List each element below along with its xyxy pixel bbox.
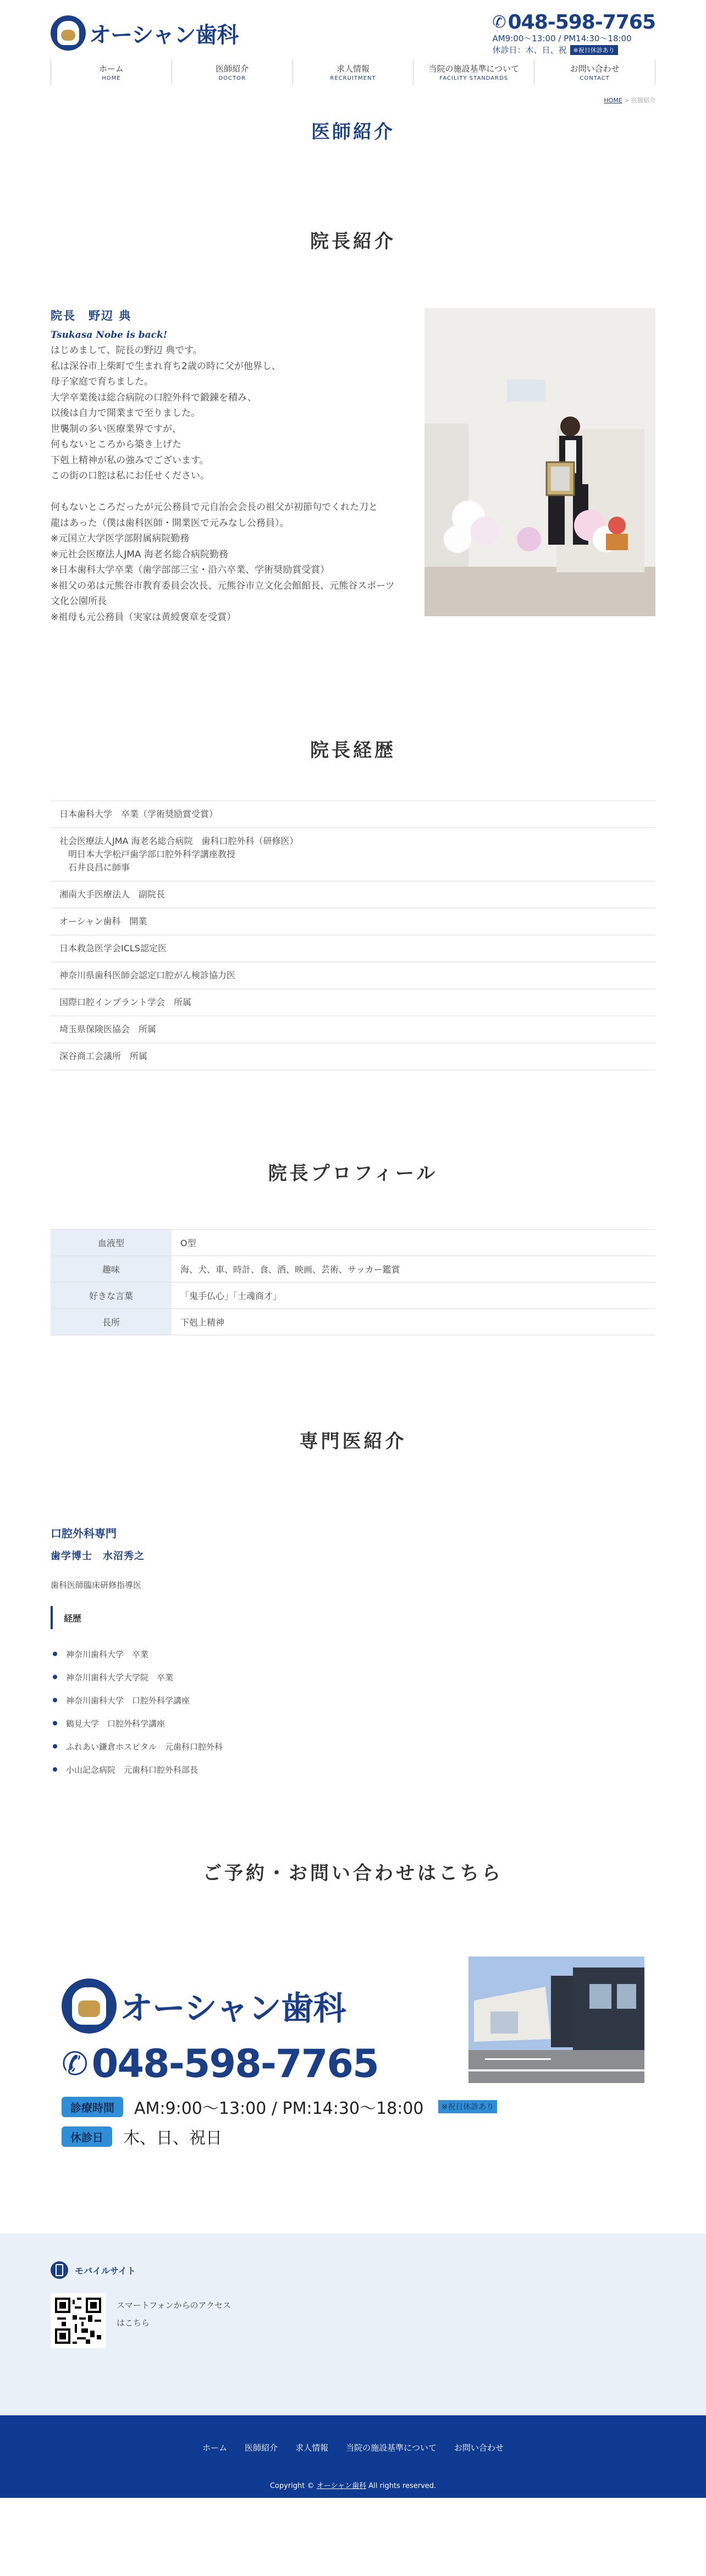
- profile-table: [51, 1229, 655, 1335]
- footer-link-home[interactable]: ホーム: [202, 2443, 228, 2453]
- specialist-role: 歯科医師臨床研修指導医: [51, 1580, 142, 1590]
- profile-label: 趣味: [51, 1256, 172, 1282]
- history-row: オーシャン歯科 開業: [51, 908, 655, 935]
- nav-label: 医師紹介: [216, 64, 249, 74]
- intro-line: 世襲制の多い医療業界ですが、: [51, 423, 181, 435]
- nav-label: 当院の施設基準について: [428, 64, 520, 74]
- logo-text: オーシャン歯科: [89, 22, 239, 48]
- header-closed-text: 休診日：木、日、祝: [492, 45, 567, 55]
- profile-label: 長所: [51, 1309, 172, 1335]
- profile-label: 血液型: [51, 1230, 172, 1256]
- clinic-building-illustration: [468, 1956, 644, 2083]
- intro-line: ※祖母も元公務員（実家は黄綬褒章を受賞）: [51, 611, 236, 623]
- specialist-name: 歯学博士 水沼秀之: [51, 1550, 145, 1562]
- history-row: 神奈川県歯科医師会認定口腔がん検診協力医: [51, 962, 655, 989]
- history-row: 湘南大手医療法人 副院長: [51, 881, 655, 908]
- specialist-section-title: 専門医紹介: [299, 1430, 407, 1453]
- nav-label: お問い合わせ: [570, 64, 620, 74]
- history-table: [51, 801, 655, 1070]
- director-intro-text: [51, 308, 397, 625]
- history-row: 日本歯科大学 卒業（学術奨励賞受賞）: [51, 801, 655, 828]
- career-list: [51, 1642, 655, 1781]
- copyright-prefix: Copyright ©: [269, 2482, 315, 2490]
- smartphone-icon: [51, 2261, 68, 2279]
- header-hours: AM9:00～13:00 / PM14:30～18:00: [492, 34, 632, 43]
- footer-link-facility[interactable]: 当院の施設基準について: [346, 2443, 437, 2453]
- closed-value: 木、日、祝日: [123, 2129, 222, 2148]
- phone-icon: ✆: [62, 2045, 87, 2082]
- breadcrumb-current: 医師紹介: [631, 97, 655, 104]
- nav-sublabel: FACILITY STANDARDS: [439, 75, 509, 81]
- closed-row: [62, 2122, 644, 2151]
- contact-phone[interactable]: [62, 2041, 380, 2086]
- copyright-suffix: All rights reserved.: [368, 2482, 437, 2490]
- profile-value: 下剋上精神: [172, 1309, 655, 1335]
- site-logo[interactable]: [51, 15, 238, 51]
- list-item: ふれあい鎌倉ホスピタル 元歯科口腔外科: [51, 1735, 655, 1758]
- profile-row: [51, 1282, 655, 1309]
- profile-row: [51, 1230, 655, 1256]
- nav-label: 求人情報: [336, 64, 369, 74]
- list-item: 神奈川歯科大学 口腔外科学講座: [51, 1689, 655, 1712]
- career-label: 経歴: [51, 1606, 655, 1629]
- copyright-link[interactable]: オーシャン歯科: [316, 2482, 367, 2490]
- history-row: 社会医療法人JMA 海老名総合病院 歯科口腔外科（研修医） 明日本大学松戸歯学部口腔外科学講座教授 石井良昌に師事: [51, 828, 655, 881]
- mobile-site-label: モバイルサイト: [75, 2265, 136, 2276]
- holiday-badge: ※祝日休診あり: [570, 45, 618, 55]
- footer-link-recruitment[interactable]: 求人情報: [295, 2443, 329, 2453]
- intro-spacer: [51, 484, 397, 500]
- breadcrumb-separator: >: [622, 97, 631, 104]
- intro-line: この街の口腔は私にお任せください。: [51, 470, 209, 481]
- intro-line: 下剋上精神が私の強みでございます。: [51, 454, 209, 466]
- phone-icon: ✆: [492, 13, 506, 32]
- nav-sublabel: HOME: [102, 75, 121, 81]
- list-item: 神奈川歯科大学大学院 卒業: [51, 1665, 655, 1689]
- nav-sublabel: DOCTOR: [218, 75, 246, 81]
- breadcrumb-home-link[interactable]: HOME: [604, 97, 622, 104]
- nav-item-recruitment[interactable]: [293, 59, 413, 85]
- list-item: 鶴見大学 口腔外科学講座: [51, 1712, 655, 1735]
- nav-sublabel: CONTACT: [580, 75, 610, 81]
- global-nav: [51, 59, 655, 85]
- profile-row: [51, 1309, 655, 1335]
- nav-label: ホーム: [98, 64, 124, 74]
- list-item: 神奈川歯科大学 卒業: [51, 1642, 655, 1665]
- nav-sublabel: RECRUITMENT: [330, 75, 376, 81]
- intro-line: 何もないところだったが元公務員で元自治会会長の祖父が初節句でくれた刀と: [51, 502, 378, 513]
- profile-value: 「鬼手仏心」「士魂商才」: [172, 1282, 655, 1309]
- director-section-title: 院長紹介: [310, 231, 396, 253]
- contact-section-title: ご予約・お問い合わせはこちら: [203, 1862, 503, 1884]
- contact-block: [0, 1956, 706, 2086]
- qr-code-icon: [55, 2298, 101, 2344]
- header-closed: [492, 44, 655, 56]
- hours-label: 診療時間: [62, 2097, 123, 2117]
- site-header: [0, 0, 706, 59]
- profile-section-title: 院長プロフィール: [268, 1163, 438, 1185]
- director-photo: [424, 308, 655, 616]
- history-section-title: 院長経歴: [310, 739, 396, 761]
- holiday-badge: ※祝日休診あり: [438, 2100, 498, 2113]
- profile-row: [51, 1256, 655, 1282]
- specialist-block: [51, 1525, 655, 1781]
- page-title: 医師紹介: [311, 121, 395, 143]
- header-contact: [492, 11, 655, 56]
- contact-info: [0, 2092, 706, 2151]
- specialist-heading: 口腔外科専門: [51, 1527, 117, 1540]
- history-row: 日本救急医学会ICLS認定医: [51, 935, 655, 962]
- intro-line: はじめまして、院長の野辺 典です。: [51, 345, 202, 356]
- intro-line: ※日本歯科大学卒業（歯学部部三宝・沿六卒業、学術奨励賞受賞）: [51, 564, 330, 576]
- tooth-logo-icon: [51, 15, 86, 51]
- profile-value: 海、犬、車、時計、食、酒、映画、芸術、サッカー鑑賞: [172, 1256, 655, 1282]
- intro-line: 大学卒業後は総合病院の口腔外科で鍛錬を積み、: [51, 392, 257, 403]
- header-phone-number: 048-598-7765: [508, 11, 655, 34]
- header-phone[interactable]: [492, 11, 655, 34]
- breadcrumb: [51, 96, 655, 107]
- qr-code[interactable]: [51, 2293, 106, 2348]
- director-subtitle: Tsukasa Nobe is back!: [51, 329, 168, 341]
- director-photo-illustration: [424, 308, 655, 616]
- history-row: 深谷商工会議所 所属: [51, 1043, 655, 1070]
- intro-line: ※元社会医療法人JMA 海老名総合病院勤務: [51, 549, 228, 560]
- profile-value: O型: [172, 1230, 655, 1256]
- footer-nav: [0, 2442, 706, 2453]
- contact-logo-text: オーシャン歯科: [120, 1989, 346, 2028]
- nav-item-doctor[interactable]: [172, 59, 293, 85]
- clinic-photo: [468, 1956, 644, 2083]
- list-item: 小山記念病院 元歯科口腔外科部長: [51, 1758, 655, 1781]
- tooth-logo-icon: [62, 1978, 117, 2034]
- intro-line: 龍はあった（僕は歯科医師・開業医で元みなし公務員）。: [51, 517, 289, 529]
- history-row: 埼玉県保険医協会 所属: [51, 1016, 655, 1043]
- nav-item-home[interactable]: [51, 59, 172, 85]
- nav-item-contact[interactable]: [534, 59, 655, 85]
- hours-value: AM:9:00～13:00 / PM:14:30～18:00: [134, 2099, 424, 2118]
- director-name: 院長 野辺 典: [51, 309, 132, 322]
- director-intro: [51, 308, 655, 625]
- mobile-site-text: スマートフォンからのアクセスはこちら: [117, 2300, 231, 2328]
- site-footer: [0, 2415, 706, 2498]
- mobile-site-section: [0, 2234, 706, 2415]
- copyright: [0, 2480, 706, 2490]
- profile-label: 好きな言葉: [51, 1282, 172, 1309]
- contact-phone-number: 048-598-7765: [91, 2041, 378, 2086]
- mobile-site-body: [51, 2293, 655, 2348]
- intro-line: ※祖父の弟は元熊谷市教育委員会次長、元熊谷市立文化会館館長、元熊谷スポーツ文化公園所長: [51, 580, 395, 607]
- mobile-site-title: [51, 2261, 655, 2279]
- intro-line: 以後は自力で開業まで至りました。: [51, 408, 200, 419]
- footer-link-contact[interactable]: お問い合わせ: [454, 2443, 504, 2453]
- intro-line: 私は深谷市上柴町で生まれ育ち2歳の時に父が他界し、: [51, 360, 281, 372]
- intro-line: 母子家庭で育ちました。: [51, 376, 153, 387]
- nav-item-facility[interactable]: [413, 59, 534, 85]
- intro-line: ※元国立大学医学部附属病院勤務: [51, 533, 190, 544]
- contact-logo: [62, 1978, 380, 2034]
- history-row: 国際口腔インプラント学会 所属: [51, 989, 655, 1016]
- intro-line: 何もないところから築き上げた: [51, 439, 181, 450]
- closed-label: 休診日: [62, 2126, 112, 2147]
- contact-left: [62, 1956, 380, 2086]
- hours-row: [62, 2092, 644, 2122]
- footer-link-doctor[interactable]: 医師紹介: [245, 2443, 278, 2453]
